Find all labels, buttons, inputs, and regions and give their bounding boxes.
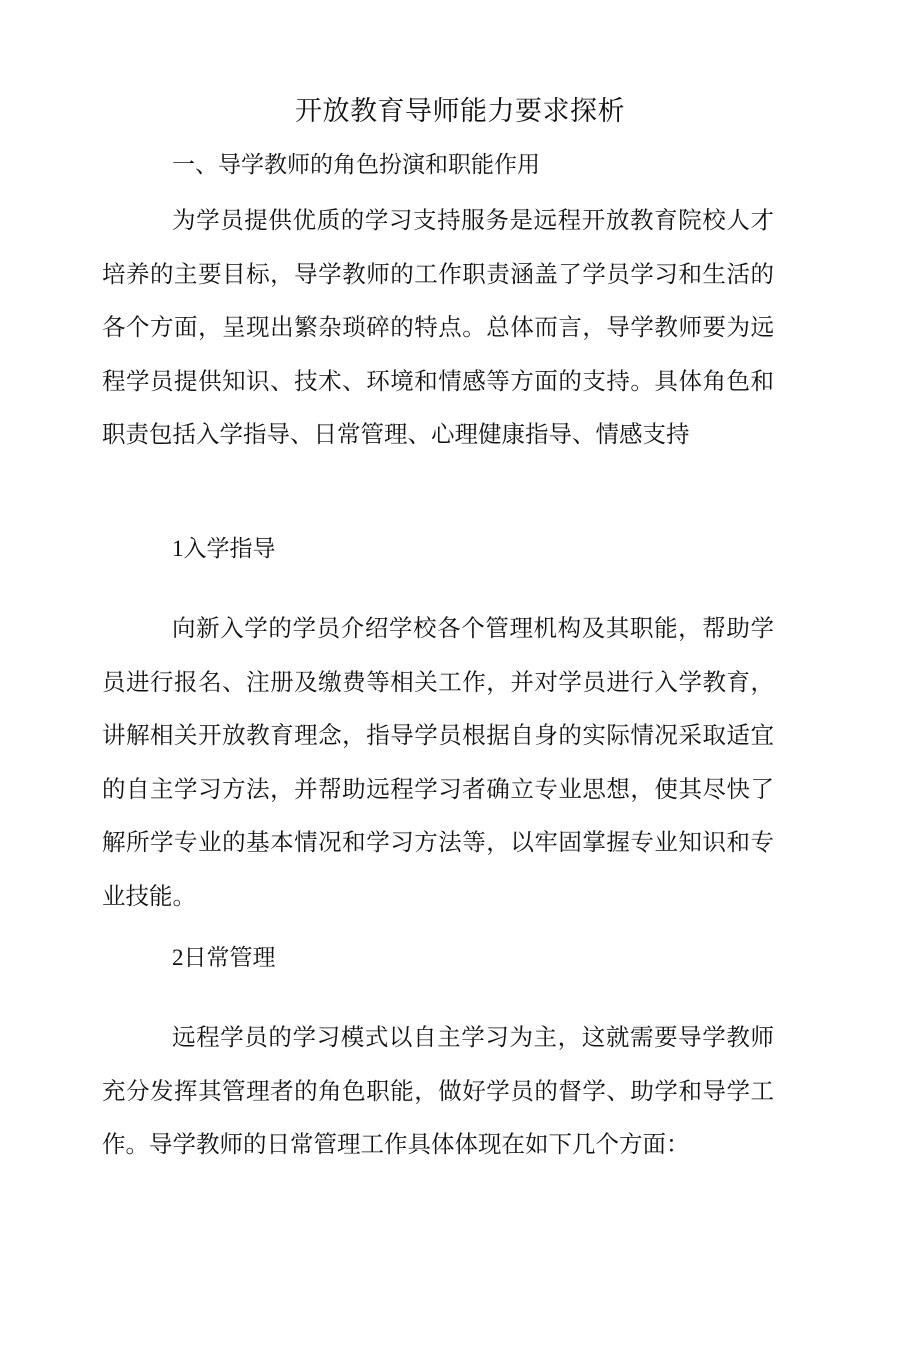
document-title: 开放教育导师能力要求探析 [295,96,625,127]
section-heading: 一、导学教师的角色扮演和职能作用 [172,152,540,178]
subsection-label: 日常管理 [183,945,276,971]
subsection-number: 2 [172,945,184,970]
subsection-heading-daily-management [172,943,276,973]
subsection-heading-enrollment [172,534,276,564]
subsection-label: 入学指导 [183,536,276,562]
subsection-number: 1 [172,536,184,561]
daily-management-paragraph: 远程学员的学习模式以自主学习为主，这就需要导学教师充分发挥其管理者的角色职能，做好学员的督学、助学和导学工作。导学教师的日常管理工作具体体现在如下几个方面： [102,1023,774,1159]
intro-paragraph: 为学员提供优质的学习支持服务是远程开放教育院校人才培养的主要目标，导学教师的工作职责涵盖了学员学习和生活的各个方面，呈现出繁杂琐碎的特点。总体而言，导学教师要为远程学员提供知识、技术、环境和情感等方面的支持。具体角色和职责包括入学指导、日常管理、心理健康指导、情感支持 [102,206,774,449]
enrollment-paragraph: 向新入学的学员介绍学校各个管理机构及其职能，帮助学员进行报名、注册及缴费等相关工作，并对学员进行入学教育，讲解相关开放教育理念，指导学员根据自身的实际情况采取适宜的自主学习方法，并帮助远程学习者确立专业思想，使其尽快了解所学专业的基本情况和学习方法等，以牢固掌握专业知识和专业技能。 [102,614,774,910]
